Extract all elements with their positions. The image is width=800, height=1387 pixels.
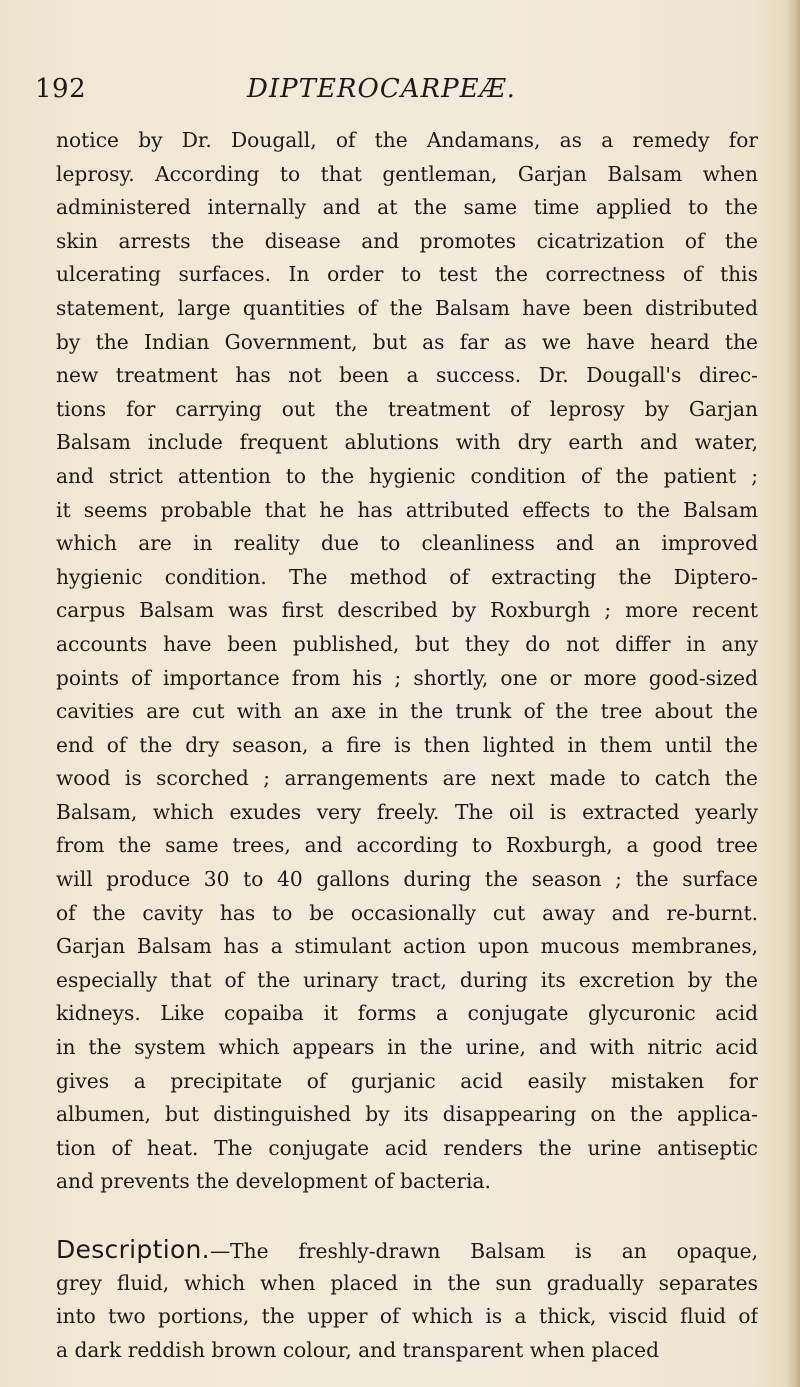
text-line: which are in reality due to cleanliness and an improved xyxy=(56,531,758,556)
text-line: especially that of the urinary tract, during its excretion by the xyxy=(56,967,758,992)
text-line: into two portions, the upper of which is a thick, viscid fluid of xyxy=(56,1304,758,1329)
text-line: skin arrests the disease and promotes cicatrization of the xyxy=(56,228,758,253)
running-head: DIPTEROCARPEÆ. xyxy=(247,74,516,104)
text-line: a dark reddish brown colour, and transparent when placed xyxy=(56,1337,660,1362)
text-line: Balsam include frequent ablutions with dry earth and water, xyxy=(56,430,758,455)
text-line: cavities are cut with an axe in the trunk of the tree about the xyxy=(56,699,758,724)
text-line xyxy=(56,1233,758,1267)
text-line: Garjan Balsam has a stimulant action upon mucous membranes, xyxy=(56,934,758,959)
text-line: ulcerating surfaces. In order to test the correctness of this xyxy=(56,262,758,287)
text-line: accounts have been published, but they do not differ in any xyxy=(56,631,758,656)
text-line: will produce 30 to 40 gallons during the season ; the surface xyxy=(56,867,758,892)
text-line: new treatment has not been a success. Dr. Dougall's direc- xyxy=(56,363,758,388)
text-line: it seems probable that he has attributed effects to the Balsam xyxy=(56,497,758,522)
text-fragment: —The freshly-drawn Balsam is an opaque, xyxy=(209,1239,758,1263)
text-line: from the same trees, and according to Roxburgh, a good tree xyxy=(56,833,758,858)
text-line: Balsam, which exudes very freely. The oil is extracted yearly xyxy=(56,799,758,824)
text-line: statement, large quantities of the Balsam have been distributed xyxy=(56,295,758,320)
text-line: gives a precipitate of gurjanic acid easily mistaken for xyxy=(56,1068,758,1093)
text-line: and strict attention to the hygienic condition of the patient ; xyxy=(56,463,758,488)
text-line: notice by Dr. Dougall, of the Andamans, as a remedy for xyxy=(56,128,758,152)
body-text xyxy=(56,124,758,1367)
text-line: kidneys. Like copaiba it forms a conjugate glycuronic acid xyxy=(56,1001,758,1026)
text-line: hygienic condition. The method of extracting the Diptero- xyxy=(56,564,758,589)
page-edge-shadow xyxy=(786,0,800,1387)
text-line: leprosy. According to that gentleman, Garjan Balsam when xyxy=(56,161,758,186)
text-line: in the system which appears in the urine, and with nitric acid xyxy=(56,1035,758,1060)
text-line: grey fluid, which when placed in the sun gradually separates xyxy=(56,1270,758,1295)
text-line: tion of heat. The conjugate acid renders the urine antiseptic xyxy=(56,1135,758,1160)
paragraph xyxy=(56,1233,758,1367)
text-line: albumen, but distinguished by its disappearing on the applica- xyxy=(56,1102,758,1127)
text-line: carpus Balsam was first described by Roxburgh ; more recent xyxy=(56,598,758,623)
text-line: wood is scorched ; arrangements are next made to catch the xyxy=(56,766,758,791)
text-line: tions for carrying out the treatment of leprosy by Garjan xyxy=(56,396,758,421)
text-line: by the Indian Government, but as far as we have heard the xyxy=(56,329,758,354)
text-line: points of importance from his ; shortly, one or more good-sized xyxy=(56,665,758,690)
page-number: 192 xyxy=(35,74,87,104)
text-line: and prevents the development of bacteria. xyxy=(56,1169,491,1194)
paragraph xyxy=(56,124,758,1233)
text-line: of the cavity has to be occasionally cut away and re-burnt. xyxy=(56,900,758,925)
section-heading: Description. xyxy=(56,1235,210,1264)
text-line: administered internally and at the same time applied to the xyxy=(56,195,758,220)
page-header xyxy=(35,74,770,114)
text-line: end of the dry season, a fire is then lighted in them until the xyxy=(56,732,758,757)
paragraph-gap xyxy=(56,1199,758,1233)
